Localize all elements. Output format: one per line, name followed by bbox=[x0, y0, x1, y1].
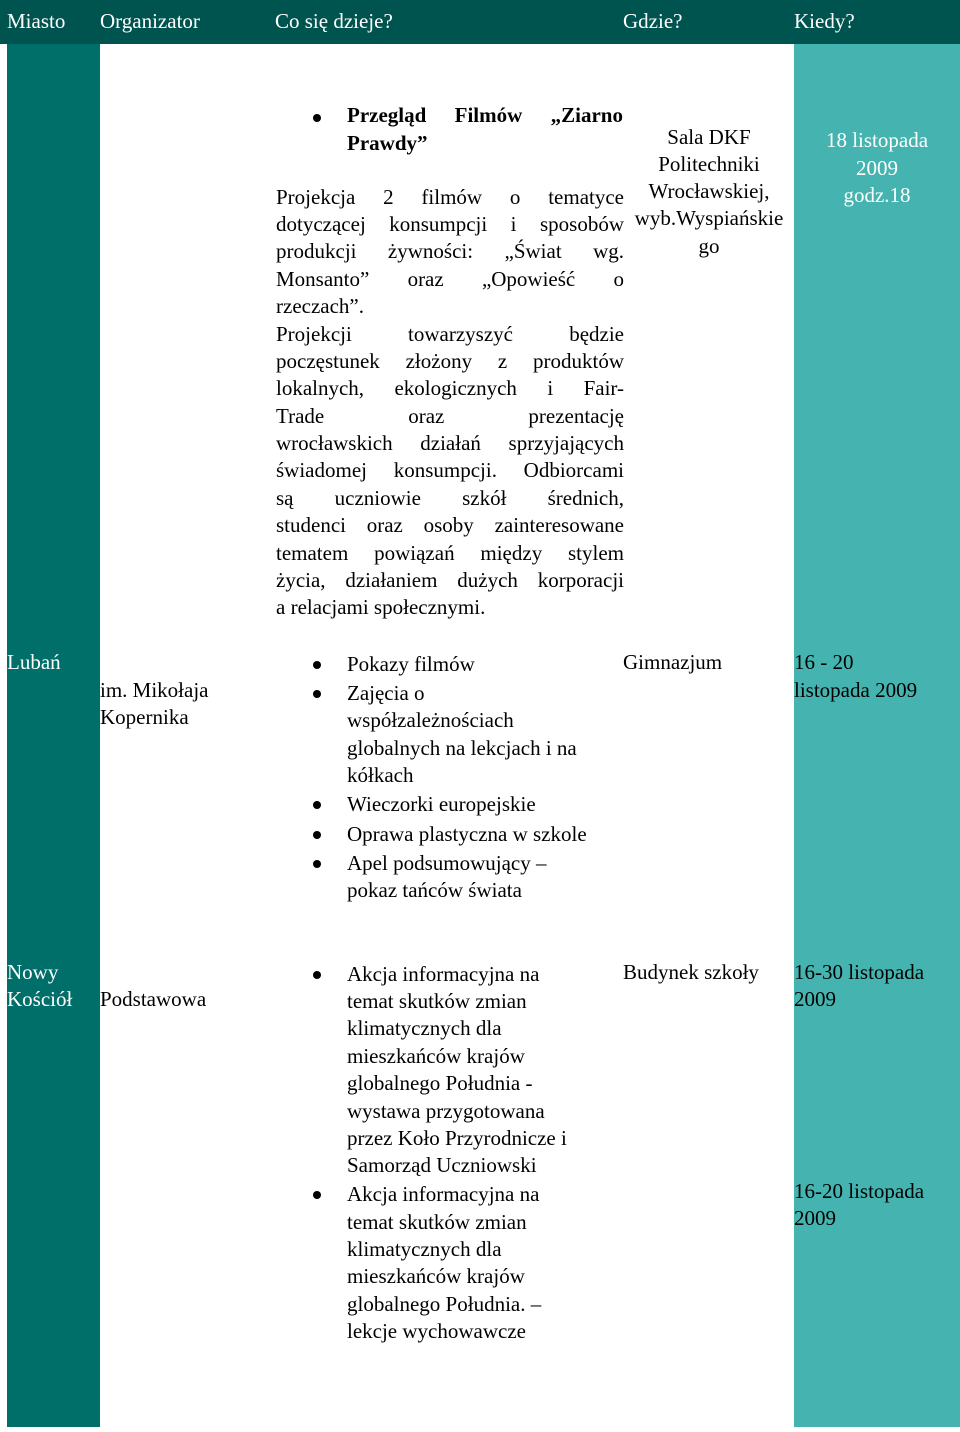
event-description-line: rzeczach”. bbox=[276, 294, 364, 318]
bullet-icon bbox=[313, 690, 321, 698]
bullet-icon bbox=[313, 1191, 321, 1199]
event-description-line: Projekcji towarzyszyć będzie bbox=[276, 322, 624, 346]
bullet-icon bbox=[313, 971, 321, 979]
event-description-line: są uczniowie szkół średnich, bbox=[276, 486, 624, 510]
event-description-line: poczęstunek złożony z produktów bbox=[276, 349, 624, 373]
list-item-text: globalnych na lekcjach i na bbox=[347, 736, 577, 760]
row-city-line: Kościół bbox=[7, 987, 73, 1011]
list-item-text: Oprawa plastyczna w szkole bbox=[347, 822, 587, 846]
list-item-text: przez Koło Przyrodnicze i bbox=[347, 1126, 567, 1150]
list-item-text: Wieczorki europejskie bbox=[347, 792, 536, 816]
list-item-text: klimatycznych dla bbox=[347, 1016, 502, 1040]
row-city: Lubań bbox=[7, 650, 61, 674]
row-organizer-line: im. Mikołaja bbox=[100, 678, 209, 702]
list-item-text: Akcja informacyjna na bbox=[347, 962, 540, 986]
row-date-line: listopada 2009 bbox=[794, 678, 918, 702]
event-date-line: 18 listopada bbox=[825, 128, 929, 152]
list-item-text: pokaz tańców świata bbox=[347, 878, 522, 902]
header-organizer: Organizator bbox=[100, 9, 200, 33]
event-place-line: Politechniki bbox=[658, 152, 760, 176]
event-title-cont: Prawdy” bbox=[347, 131, 428, 155]
event-description-line: lokalnych, ekologicznych i Fair- bbox=[276, 376, 624, 400]
bullet-icon bbox=[313, 114, 321, 122]
city-column-bg bbox=[7, 44, 100, 1427]
list-item-text: temat skutków zmian bbox=[347, 989, 527, 1013]
event-title: Przegląd Filmów „Ziarno bbox=[347, 103, 623, 127]
list-item-text: Apel podsumowujący – bbox=[347, 851, 547, 875]
list-item-text: mieszkańców krajów bbox=[347, 1044, 525, 1068]
list-item-text: kółkach bbox=[347, 763, 414, 787]
event-description-line: Projekcja 2 filmów o tematyce bbox=[276, 185, 624, 209]
event-place-line: Sala DKF bbox=[667, 125, 751, 149]
list-item-text: Akcja informacyjna na bbox=[347, 1182, 540, 1206]
row-organizer-line: Kopernika bbox=[100, 705, 189, 729]
list-item-text: Samorząd Uczniowski bbox=[347, 1153, 537, 1177]
event-place-line: wyb.Wyspiańskie bbox=[634, 206, 784, 230]
event-place-line: Wrocławskiej, bbox=[648, 179, 770, 203]
row-organizer-line: Podstawowa bbox=[100, 987, 207, 1011]
list-item-text: temat skutków zmian bbox=[347, 1210, 527, 1234]
event-description-line: dotyczącej konsumpcji i sposobów bbox=[276, 212, 624, 236]
list-item-text: globalnego Południa - bbox=[347, 1071, 533, 1095]
row-date-line: 16-20 listopada bbox=[794, 1179, 925, 1203]
table-header-row bbox=[0, 0, 960, 44]
event-description-line: życia, działaniem dużych korporacji bbox=[276, 568, 624, 592]
bullet-icon bbox=[313, 661, 321, 669]
event-date-line: godz.18 bbox=[843, 183, 911, 207]
event-place-line: go bbox=[698, 234, 720, 258]
row-date-line: 2009 bbox=[794, 987, 836, 1011]
row-date-line: 16 - 20 bbox=[794, 650, 854, 674]
event-description-line: studenci oraz osoby zainteresowane bbox=[276, 513, 624, 537]
event-description-line: Trade oraz prezentację bbox=[276, 404, 624, 428]
list-item-text: klimatycznych dla bbox=[347, 1237, 502, 1261]
event-date-line: 2009 bbox=[856, 156, 898, 180]
row-city-line: Nowy bbox=[7, 960, 59, 984]
row-date-line: 16-30 listopada bbox=[794, 960, 925, 984]
header-when: Kiedy? bbox=[794, 9, 855, 33]
event-description-line: wrocławskich działań sprzyjających bbox=[276, 431, 624, 455]
list-item-text: lekcje wychowawcze bbox=[347, 1319, 526, 1343]
list-item-text: mieszkańców krajów bbox=[347, 1264, 525, 1288]
bullet-icon bbox=[313, 860, 321, 868]
list-item-text: Zajęcia o bbox=[347, 681, 425, 705]
list-item-text: wystawa przygotowana bbox=[347, 1099, 545, 1123]
event-description-line: produkcji żywności: „Świat wg. bbox=[276, 239, 624, 263]
event-description-line: świadomej konsumpcji. Odbiorcami bbox=[276, 458, 624, 482]
row-date-line: 2009 bbox=[794, 1206, 836, 1230]
row-organizer-line: Gimnazjum Nr 2 bbox=[100, 650, 243, 674]
row-organizer-line: Szkoła bbox=[100, 960, 158, 984]
header-city: Miasto bbox=[7, 9, 66, 33]
list-item-text: Pokazy filmów bbox=[347, 652, 475, 676]
event-description-line: tematem powiązań między stylem bbox=[276, 541, 624, 565]
list-item-text: współzależnościach bbox=[347, 708, 514, 732]
header-where: Gdzie? bbox=[623, 9, 683, 33]
list-item-text: globalnego Południa. – bbox=[347, 1292, 542, 1316]
header-what: Co się dzieje? bbox=[275, 9, 393, 33]
event-description-line: Monsanto” oraz „Opowieść o bbox=[276, 267, 624, 291]
bullet-icon bbox=[313, 801, 321, 809]
row-place: Budynek szkoły bbox=[623, 960, 759, 984]
bullet-icon bbox=[313, 831, 321, 839]
row-place: Gimnazjum bbox=[623, 650, 723, 674]
event-description-line: a relacjami społecznymi. bbox=[276, 595, 486, 619]
